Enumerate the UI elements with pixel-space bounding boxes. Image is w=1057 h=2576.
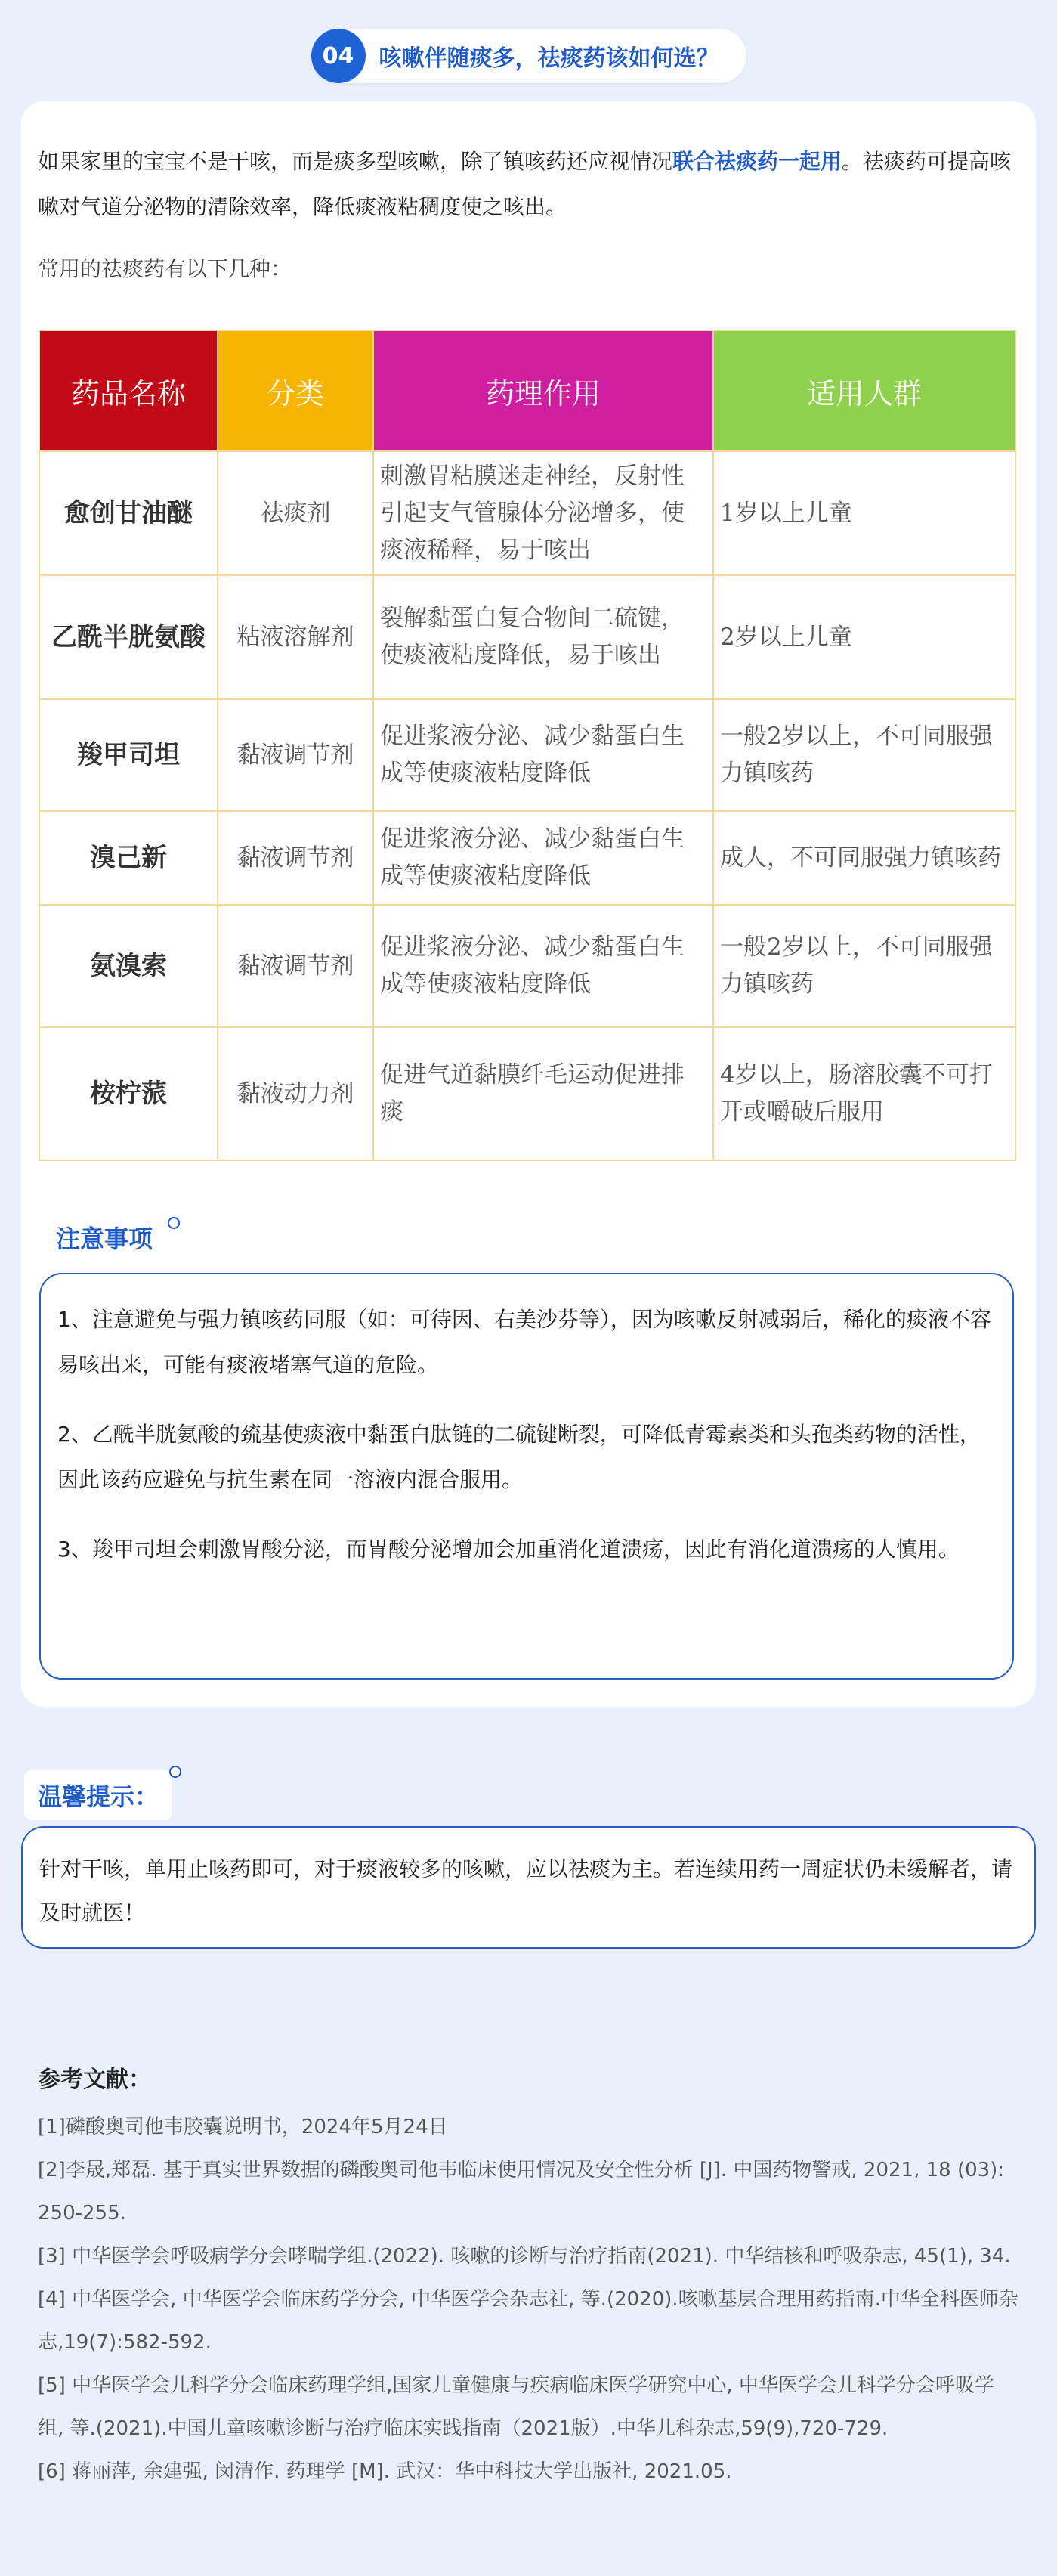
table-row [39,699,1015,811]
drug-category: 粘液溶解剂 [218,575,373,699]
drug-category: 黏液调节剂 [218,905,373,1027]
section-number-badge: 04 [311,29,366,83]
drug-name: 桉柠蒎 [39,1027,218,1160]
drug-name: 愈创甘油醚 [39,451,218,575]
drug-category: 黏液调节剂 [218,811,373,905]
table-row [39,811,1015,905]
reference-item: [5] 中华医学会儿科学分会临床药理学组,国家儿童健康与疾病临床医学研究中心, 中华医学会儿科学分会呼吸学组, 等.(2021).中国儿童咳嗽诊断与治疗临床实践指南（2021版）.中华儿科杂志,59(9),720-729. [38,2374,994,2440]
drug-category: 黏液动力剂 [218,1027,373,1160]
tip-title: 温馨提示： [24,1770,172,1820]
drug-pharmacology: 促进浆液分泌、减少黏蛋白生成等使痰液粘度降低 [373,699,713,811]
drug-category: 祛痰剂 [218,451,373,575]
drug-pharmacology: 刺激胃粘膜迷走神经，反射性引起支气管腺体分泌增多，使痰液稀释，易于咳出 [373,451,713,575]
table-row [39,1027,1015,1160]
table-header-pharmacology: 药理作用 [373,330,713,451]
table-row [39,575,1015,699]
drug-name: 乙酰半胱氨酸 [39,575,218,699]
notes-box [39,1273,1014,1680]
drug-name: 氨溴索 [39,905,218,1027]
table-header-name: 药品名称 [39,330,218,451]
drug-population: 一般2岁以上，不可同服强力镇咳药 [713,699,1015,811]
content-card [21,101,1036,1707]
table-header-row [39,330,1015,451]
references-title: 参考文献： [38,2067,151,2093]
note-item: 1、注意避免与强力镇咳药同服（如：可待因、右美沙芬等），因为咳嗽反射减弱后，稀化的痰液不容易咳出来，可能有痰液堵塞气道的危险。 [57,1307,991,1377]
notes-title: 注意事项 [56,1225,153,1253]
note-item: 2、乙酰半胱氨酸的巯基使痰液中黏蛋白肽链的二硫键断裂，可降低青霉素类和头孢类药物的活性，因此该药应避免与抗生素在同一溶液内混合服用。 [57,1422,981,1492]
reference-item: [2]李晟,郑磊. 基于真实世界数据的磷酸奥司他韦临床使用情况及安全性分析 [J]. 中国药物警戒, 2021, 18 (03): 250-255. [38,2159,1005,2225]
drug-population: 一般2岁以上，不可同服强力镇咳药 [713,905,1015,1027]
references-list [38,2106,1020,2494]
intro-text-before: 如果家里的宝宝不是干咳，而是痰多型咳嗽，除了镇咳药还应视情况 [38,149,673,174]
drug-population: 1岁以上儿童 [713,451,1015,575]
reference-item: [4] 中华医学会, 中华医学会临床药学分会, 中华医学会杂志社, 等.(2020).咳嗽基层合理用药指南.中华全科医师杂志,19(7):582-592. [38,2288,1018,2354]
drug-pharmacology: 促进气道黏膜纤毛运动促进排痰 [373,1027,713,1160]
tip-title-dot-icon [169,1766,181,1778]
note-item: 3、羧甲司坦会刺激胃酸分泌，而胃酸分泌增加会加重消化道溃疡，因此有消化道溃疡的人慎用。 [57,1537,960,1562]
drug-pharmacology: 裂解黏蛋白复合物间二硫键，使痰液粘度降低，易于咳出 [373,575,713,699]
reference-item: [6] 蒋丽萍, 余建强, 闵清作. 药理学 [M]. 武汉：华中科技大学出版社, 2021.05. [38,2460,732,2483]
drug-population: 4岁以上，肠溶胶囊不可打开或嚼破后服用 [713,1027,1015,1160]
drug-pharmacology: 促进浆液分泌、减少黏蛋白生成等使痰液粘度降低 [373,905,713,1027]
intro-highlight: 联合祛痰药一起用 [672,149,842,174]
expectorant-table [39,330,1016,1161]
drug-name: 羧甲司坦 [39,699,218,811]
table-header-population: 适用人群 [713,330,1015,451]
notes-title-dot-icon [168,1217,180,1229]
section-header-pill [311,29,746,83]
section-header [0,29,1057,83]
table-header-category: 分类 [218,330,373,451]
drug-category: 黏液调节剂 [218,699,373,811]
drug-population: 成人，不可同服强力镇咳药 [713,811,1015,905]
reference-item: [3] 中华医学会呼吸病学分会哮喘学组.(2022). 咳嗽的诊断与治疗指南(2021). 中华结核和呼吸杂志, 45(1), 34. [38,2245,1011,2268]
intro-paragraph [38,139,1020,230]
section-title: 咳嗽伴随痰多，祛痰药该如何选？ [379,45,719,72]
common-drugs-label: 常用的祛痰药有以下几种： [38,256,292,281]
drug-pharmacology: 促进浆液分泌、减少黏蛋白生成等使痰液粘度降低 [373,811,713,905]
reference-item: [1]磷酸奥司他韦胶囊说明书，2024年5月24日 [38,2116,448,2138]
table-row [39,905,1015,1027]
intro-text-after: 。祛痰药可提高咳嗽对气道分泌物的清除效率，降低痰液粘稠度使之咳出。 [38,149,1012,219]
tip-box: 针对干咳，单用止咳药即可，对于痰液较多的咳嗽，应以祛痰为主。若连续用药一周症状仍未缓解者，请及时就医！ [21,1826,1036,1949]
drug-population: 2岁以上儿童 [713,575,1015,699]
table-row [39,451,1015,575]
drug-name: 溴己新 [39,811,218,905]
